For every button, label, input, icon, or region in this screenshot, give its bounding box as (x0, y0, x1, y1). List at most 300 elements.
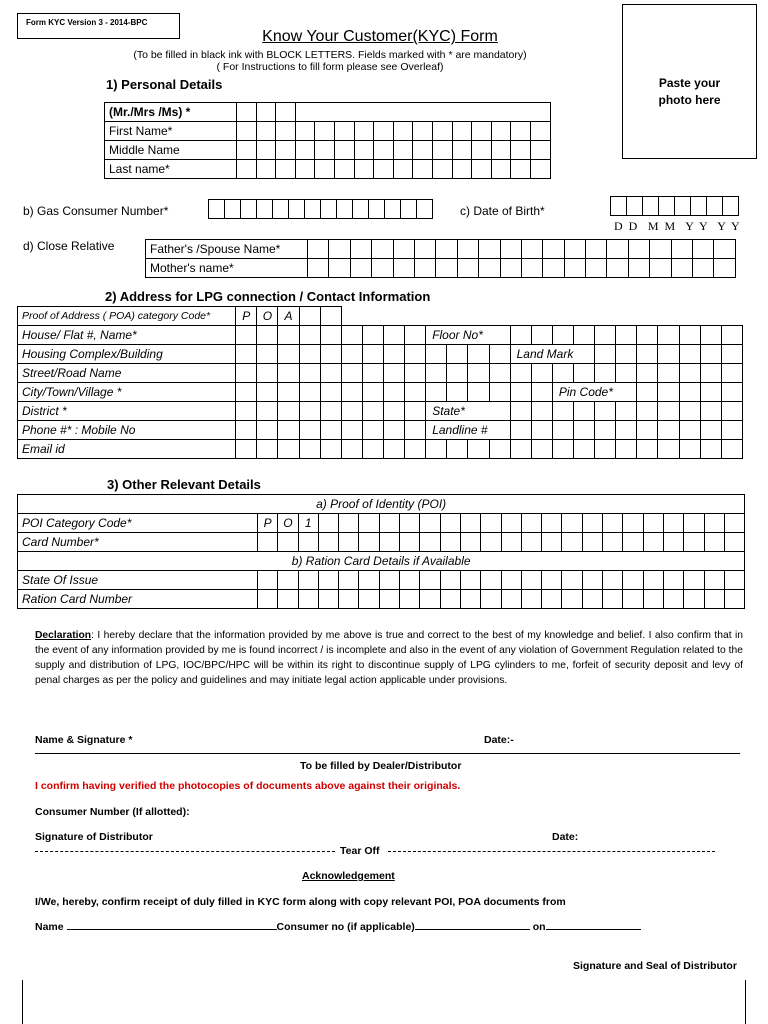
letter-box[interactable] (339, 571, 359, 590)
letter-box[interactable] (595, 440, 616, 459)
letter-box[interactable] (700, 402, 721, 421)
letter-box[interactable] (684, 571, 704, 590)
letter-box[interactable] (383, 345, 404, 364)
letter-box[interactable] (679, 364, 700, 383)
letter-box[interactable] (595, 421, 616, 440)
letter-box[interactable] (405, 440, 426, 459)
letter-box[interactable] (420, 590, 440, 609)
letter-box[interactable] (468, 345, 489, 364)
date-label-distributor[interactable]: Date: (552, 831, 579, 843)
letter-box[interactable] (426, 440, 447, 459)
digit-box[interactable] (401, 200, 417, 219)
letter-box[interactable] (237, 122, 257, 141)
letter-box[interactable] (379, 571, 399, 590)
letter-box[interactable] (460, 533, 480, 552)
letter-box[interactable] (501, 590, 521, 609)
letter-box[interactable] (341, 383, 362, 402)
letter-box[interactable] (552, 326, 573, 345)
letter-box[interactable] (531, 383, 552, 402)
letter-box[interactable] (400, 514, 420, 533)
letter-box[interactable] (278, 533, 298, 552)
letter-box[interactable] (372, 240, 393, 259)
letter-box[interactable] (679, 383, 700, 402)
letter-box[interactable] (543, 240, 564, 259)
letter-box[interactable] (320, 440, 341, 459)
letter-box[interactable] (510, 402, 531, 421)
letter-box[interactable] (530, 122, 550, 141)
letter-box[interactable] (457, 240, 478, 259)
letter-box[interactable] (393, 141, 413, 160)
letter-box[interactable] (447, 440, 468, 459)
letter-box[interactable] (573, 402, 594, 421)
letter-box[interactable] (586, 259, 607, 278)
digit-box[interactable] (337, 200, 353, 219)
letter-box[interactable] (603, 514, 623, 533)
letter-box[interactable] (472, 141, 492, 160)
letter-box[interactable] (298, 590, 318, 609)
letter-box[interactable] (362, 383, 383, 402)
letter-box[interactable] (414, 240, 435, 259)
letter-box[interactable] (671, 240, 692, 259)
letter-box[interactable] (295, 141, 315, 160)
letter-box[interactable] (500, 259, 521, 278)
letter-box[interactable] (521, 571, 541, 590)
ack-name-line[interactable] (67, 929, 277, 930)
letter-box[interactable] (552, 364, 573, 383)
letter-box[interactable] (603, 533, 623, 552)
letter-box[interactable] (276, 141, 296, 160)
gas-consumer-boxes[interactable] (208, 199, 433, 219)
letter-box[interactable] (432, 160, 452, 179)
letter-box[interactable] (299, 307, 320, 326)
letter-box[interactable] (679, 440, 700, 459)
letter-box[interactable] (339, 590, 359, 609)
letter-box[interactable] (658, 383, 679, 402)
digit-box[interactable] (627, 197, 643, 216)
letter-box[interactable] (491, 122, 511, 141)
letter-box[interactable] (341, 326, 362, 345)
letter-box[interactable] (447, 345, 468, 364)
letter-box[interactable] (452, 141, 472, 160)
letter-box[interactable] (383, 326, 404, 345)
letter-box[interactable] (354, 122, 374, 141)
letter-box[interactable] (511, 141, 531, 160)
ack-date-line[interactable] (546, 929, 641, 930)
letter-box[interactable] (308, 240, 329, 259)
letter-box[interactable] (700, 440, 721, 459)
letter-box[interactable] (671, 259, 692, 278)
letter-box[interactable] (258, 533, 278, 552)
letter-box[interactable] (320, 364, 341, 383)
letter-box[interactable] (481, 533, 501, 552)
letter-box[interactable] (383, 364, 404, 383)
letter-box[interactable] (616, 440, 637, 459)
letter-box[interactable] (616, 364, 637, 383)
letter-box[interactable] (341, 364, 362, 383)
letter-box[interactable] (628, 240, 649, 259)
letter-box[interactable] (562, 590, 582, 609)
letter-box[interactable] (236, 421, 257, 440)
letter-box[interactable] (350, 240, 371, 259)
letter-box[interactable] (479, 259, 500, 278)
letter-box[interactable] (341, 421, 362, 440)
letter-box[interactable] (414, 259, 435, 278)
letter-box[interactable] (362, 421, 383, 440)
letter-box[interactable] (521, 259, 542, 278)
letter-box[interactable] (426, 364, 447, 383)
letter-box[interactable] (256, 141, 276, 160)
letter-box[interactable] (650, 259, 671, 278)
letter-box[interactable] (658, 345, 679, 364)
letter-box[interactable] (393, 160, 413, 179)
letter-box[interactable] (521, 590, 541, 609)
letter-box[interactable] (501, 514, 521, 533)
letter-box[interactable] (721, 440, 742, 459)
letter-box[interactable] (616, 326, 637, 345)
letter-box[interactable] (693, 259, 714, 278)
letter-box[interactable] (700, 364, 721, 383)
letter-box[interactable] (374, 141, 394, 160)
letter-box[interactable] (684, 590, 704, 609)
letter-box[interactable] (329, 259, 350, 278)
letter-box[interactable] (315, 141, 335, 160)
dob-boxes[interactable] (610, 196, 739, 216)
letter-box[interactable] (315, 122, 335, 141)
letter-box[interactable] (278, 571, 298, 590)
letter-box[interactable] (362, 345, 383, 364)
letter-box[interactable] (278, 364, 299, 383)
letter-box[interactable] (236, 364, 257, 383)
letter-box[interactable] (278, 440, 299, 459)
digit-box[interactable] (691, 197, 707, 216)
letter-box[interactable] (276, 103, 296, 122)
letter-box[interactable] (362, 440, 383, 459)
letter-box[interactable] (359, 571, 379, 590)
letter-box[interactable] (354, 160, 374, 179)
letter-box[interactable] (643, 590, 663, 609)
digit-box[interactable] (723, 197, 739, 216)
letter-box[interactable] (257, 364, 278, 383)
letter-box[interactable] (562, 514, 582, 533)
digit-box[interactable] (257, 200, 273, 219)
letter-box[interactable] (413, 141, 433, 160)
letter-box[interactable] (379, 514, 399, 533)
letter-box[interactable] (436, 259, 457, 278)
letter-box[interactable] (320, 307, 341, 326)
letter-box[interactable] (237, 160, 257, 179)
letter-box[interactable] (489, 383, 510, 402)
letter-box[interactable] (320, 421, 341, 440)
letter-box[interactable] (460, 514, 480, 533)
letter-box[interactable] (586, 240, 607, 259)
letter-box[interactable] (420, 571, 440, 590)
letter-box[interactable] (510, 383, 531, 402)
letter-box[interactable] (510, 440, 531, 459)
letter-box[interactable] (637, 345, 658, 364)
letter-box[interactable] (542, 571, 562, 590)
letter-box[interactable] (318, 533, 338, 552)
letter-box[interactable] (339, 533, 359, 552)
letter-box[interactable] (595, 402, 616, 421)
signature-distributor-label[interactable]: Signature of Distributor (35, 831, 153, 843)
letter-box[interactable] (413, 122, 433, 141)
letter-box[interactable] (393, 259, 414, 278)
letter-box[interactable] (383, 421, 404, 440)
letter-box[interactable] (320, 383, 341, 402)
letter-box[interactable] (595, 364, 616, 383)
letter-box[interactable] (704, 514, 724, 533)
letter-box[interactable] (724, 533, 745, 552)
letter-box[interactable] (643, 571, 663, 590)
letter-box[interactable] (299, 345, 320, 364)
letter-box[interactable] (405, 402, 426, 421)
letter-box[interactable] (393, 240, 414, 259)
letter-box[interactable] (714, 259, 735, 278)
letter-box[interactable] (552, 440, 573, 459)
letter-box[interactable] (704, 590, 724, 609)
letter-box[interactable] (440, 590, 460, 609)
letter-box[interactable] (542, 590, 562, 609)
letter-box[interactable] (432, 141, 452, 160)
letter-box[interactable] (468, 440, 489, 459)
letter-box[interactable] (623, 533, 643, 552)
letter-box[interactable] (628, 259, 649, 278)
letter-box[interactable] (582, 514, 602, 533)
letter-box[interactable] (637, 326, 658, 345)
letter-box[interactable] (573, 421, 594, 440)
letter-box[interactable] (510, 421, 531, 440)
letter-box[interactable] (704, 533, 724, 552)
letter-box[interactable] (607, 240, 628, 259)
letter-box[interactable] (679, 402, 700, 421)
letter-box[interactable] (413, 160, 433, 179)
letter-box[interactable] (278, 345, 299, 364)
letter-box[interactable] (447, 383, 468, 402)
letter-box[interactable] (721, 326, 742, 345)
letter-box[interactable] (643, 533, 663, 552)
letter-box[interactable] (276, 160, 296, 179)
letter-box[interactable] (521, 514, 541, 533)
letter-box[interactable] (693, 240, 714, 259)
letter-box[interactable] (257, 402, 278, 421)
letter-box[interactable] (362, 364, 383, 383)
letter-box[interactable] (564, 259, 585, 278)
letter-box[interactable] (724, 590, 745, 609)
letter-box[interactable] (531, 364, 552, 383)
letter-box[interactable] (379, 590, 399, 609)
letter-box[interactable] (663, 533, 683, 552)
letter-box[interactable] (616, 421, 637, 440)
letter-box[interactable] (295, 160, 315, 179)
letter-box[interactable] (552, 402, 573, 421)
letter-box[interactable] (318, 514, 338, 533)
letter-box[interactable] (257, 326, 278, 345)
letter-box[interactable] (341, 440, 362, 459)
letter-box[interactable] (721, 383, 742, 402)
letter-box[interactable] (436, 240, 457, 259)
letter-box[interactable] (374, 122, 394, 141)
letter-box[interactable] (295, 103, 550, 122)
digit-box[interactable] (209, 200, 225, 219)
letter-box[interactable] (663, 590, 683, 609)
letter-box[interactable] (663, 514, 683, 533)
letter-box[interactable] (472, 122, 492, 141)
letter-box[interactable] (637, 421, 658, 440)
digit-box[interactable] (321, 200, 337, 219)
letter-box[interactable] (405, 383, 426, 402)
letter-box[interactable] (607, 259, 628, 278)
letter-box[interactable] (334, 122, 354, 141)
letter-box[interactable] (721, 364, 742, 383)
letter-box[interactable] (721, 421, 742, 440)
letter-box[interactable] (531, 326, 552, 345)
letter-box[interactable] (440, 533, 460, 552)
letter-box[interactable] (236, 345, 257, 364)
letter-box[interactable] (658, 421, 679, 440)
letter-box[interactable] (510, 364, 531, 383)
letter-box[interactable] (276, 122, 296, 141)
letter-box[interactable] (400, 533, 420, 552)
letter-box[interactable] (582, 571, 602, 590)
letter-box[interactable] (362, 402, 383, 421)
letter-box[interactable] (531, 402, 552, 421)
name-signature-label[interactable]: Name & Signature * (35, 734, 133, 746)
letter-box[interactable] (299, 326, 320, 345)
letter-box[interactable] (679, 326, 700, 345)
letter-box[interactable] (278, 326, 299, 345)
letter-box[interactable] (721, 402, 742, 421)
letter-box[interactable] (543, 259, 564, 278)
letter-box[interactable] (521, 240, 542, 259)
digit-box[interactable] (353, 200, 369, 219)
letter-box[interactable] (684, 533, 704, 552)
letter-box[interactable] (405, 345, 426, 364)
letter-box[interactable] (318, 571, 338, 590)
letter-box[interactable] (257, 421, 278, 440)
letter-box[interactable] (714, 240, 735, 259)
letter-box[interactable] (511, 122, 531, 141)
digit-box[interactable] (273, 200, 289, 219)
letter-box[interactable] (339, 514, 359, 533)
letter-box[interactable] (236, 402, 257, 421)
letter-box[interactable] (460, 590, 480, 609)
letter-box[interactable] (236, 326, 257, 345)
letter-box[interactable] (700, 421, 721, 440)
letter-box[interactable] (383, 402, 404, 421)
digit-box[interactable] (289, 200, 305, 219)
digit-box[interactable] (305, 200, 321, 219)
consumer-number-label[interactable]: Consumer Number (If allotted): (35, 806, 190, 818)
letter-box[interactable] (510, 326, 531, 345)
digit-box[interactable] (675, 197, 691, 216)
letter-box[interactable] (552, 421, 573, 440)
letter-box[interactable] (684, 514, 704, 533)
letter-box[interactable] (334, 141, 354, 160)
letter-box[interactable] (359, 533, 379, 552)
letter-box[interactable] (511, 160, 531, 179)
letter-box[interactable] (500, 240, 521, 259)
letter-box[interactable] (623, 590, 643, 609)
letter-box[interactable] (501, 533, 521, 552)
letter-box[interactable] (405, 421, 426, 440)
letter-box[interactable] (481, 514, 501, 533)
letter-box[interactable] (724, 514, 745, 533)
letter-box[interactable] (379, 533, 399, 552)
letter-box[interactable] (374, 160, 394, 179)
letter-box[interactable] (637, 402, 658, 421)
letter-box[interactable] (308, 259, 329, 278)
letter-box[interactable] (278, 421, 299, 440)
letter-box[interactable] (372, 259, 393, 278)
letter-box[interactable] (278, 383, 299, 402)
letter-box[interactable] (562, 533, 582, 552)
letter-box[interactable] (616, 345, 637, 364)
letter-box[interactable] (530, 141, 550, 160)
letter-box[interactable] (460, 571, 480, 590)
letter-box[interactable] (237, 141, 257, 160)
letter-box[interactable] (704, 571, 724, 590)
digit-box[interactable] (659, 197, 675, 216)
letter-box[interactable] (679, 345, 700, 364)
letter-box[interactable] (721, 345, 742, 364)
digit-box[interactable] (611, 197, 627, 216)
letter-box[interactable] (432, 122, 452, 141)
letter-box[interactable] (278, 590, 298, 609)
letter-box[interactable] (700, 326, 721, 345)
letter-box[interactable] (489, 345, 510, 364)
date-label[interactable]: Date:- (484, 734, 514, 746)
photo-box[interactable] (622, 4, 757, 159)
letter-box[interactable] (236, 440, 257, 459)
letter-box[interactable] (359, 590, 379, 609)
digit-box[interactable] (707, 197, 723, 216)
letter-box[interactable] (637, 364, 658, 383)
letter-box[interactable] (299, 440, 320, 459)
letter-box[interactable] (491, 160, 511, 179)
letter-box[interactable] (623, 571, 643, 590)
letter-box[interactable] (468, 383, 489, 402)
letter-box[interactable] (679, 421, 700, 440)
letter-box[interactable] (582, 590, 602, 609)
letter-box[interactable] (426, 345, 447, 364)
letter-box[interactable] (320, 326, 341, 345)
letter-box[interactable] (663, 571, 683, 590)
letter-box[interactable] (258, 590, 278, 609)
letter-box[interactable] (405, 326, 426, 345)
letter-box[interactable] (481, 571, 501, 590)
acknowledgement-fields[interactable] (35, 921, 641, 933)
letter-box[interactable] (315, 160, 335, 179)
letter-box[interactable] (257, 383, 278, 402)
letter-box[interactable] (643, 514, 663, 533)
letter-box[interactable] (299, 421, 320, 440)
letter-box[interactable] (405, 364, 426, 383)
letter-box[interactable] (658, 402, 679, 421)
letter-box[interactable] (531, 440, 552, 459)
letter-box[interactable] (700, 383, 721, 402)
digit-box[interactable] (643, 197, 659, 216)
digit-box[interactable] (241, 200, 257, 219)
letter-box[interactable] (542, 533, 562, 552)
letter-box[interactable] (501, 571, 521, 590)
letter-box[interactable] (542, 514, 562, 533)
letter-box[interactable] (362, 326, 383, 345)
letter-box[interactable] (334, 160, 354, 179)
letter-box[interactable] (521, 533, 541, 552)
letter-box[interactable] (440, 514, 460, 533)
letter-box[interactable] (531, 421, 552, 440)
digit-box[interactable] (225, 200, 241, 219)
